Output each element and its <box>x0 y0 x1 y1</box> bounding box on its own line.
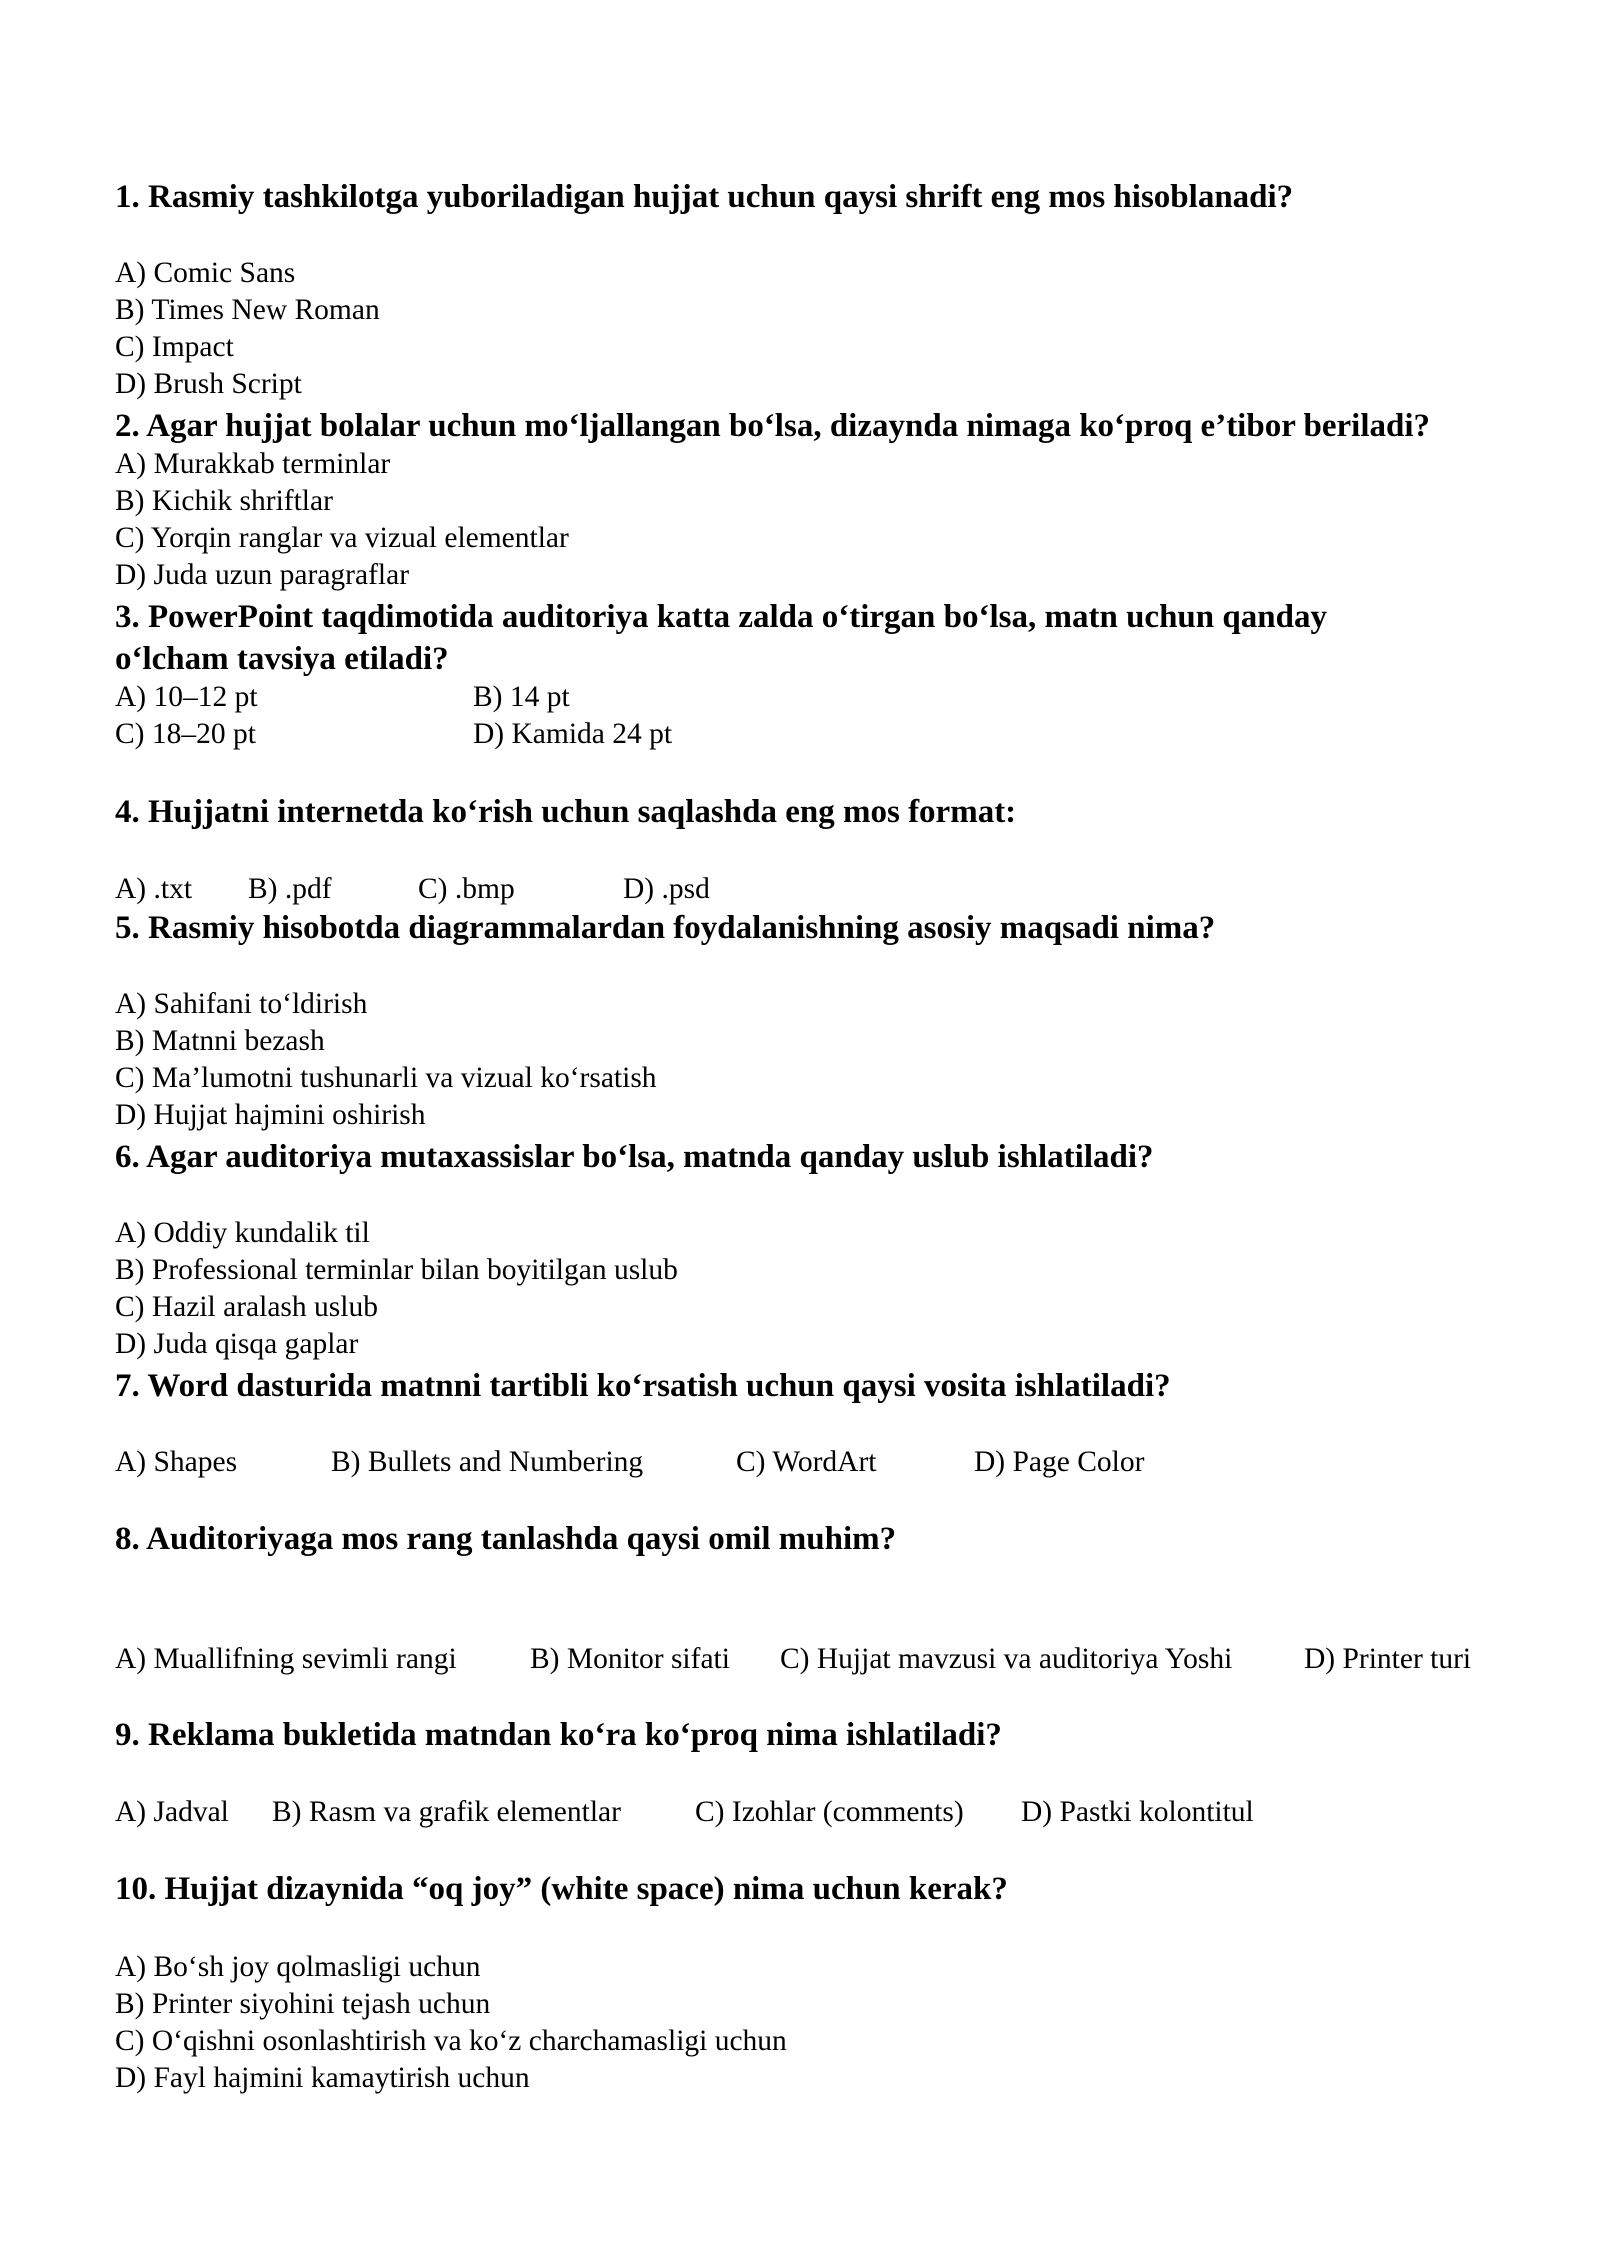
question-8-option-b: B) Monitor sifati <box>530 1643 730 1675</box>
question-3-option-b: B) 14 pt <box>473 681 570 713</box>
question-1-option-c: C) Impact <box>115 331 234 363</box>
question-2-option-b: B) Kichik shriftlar <box>115 485 333 517</box>
question-1-option-a: A) Comic Sans <box>115 257 296 289</box>
question-10-option-c: C) O‘qishni osonlashtirish va ko‘z charchamasligi uchun <box>115 2025 787 2057</box>
question-6-option-d: D) Juda qisqa gaplar <box>115 1328 359 1360</box>
question-9-option-d: D) Pastki kolontitul <box>1021 1796 1254 1828</box>
question-10-option-a: A) Bo‘sh joy qolmasligi uchun <box>115 1951 481 1983</box>
question-2-option-c: C) Yorqin ranglar va vizual elementlar <box>115 522 569 554</box>
question-5-option-c: C) Ma’lumotni tushunarli va vizual ko‘rsatish <box>115 1062 657 1094</box>
question-3-option-d: D) Kamida 24 pt <box>473 718 673 750</box>
question-7-option-d: D) Page Color <box>974 1446 1145 1478</box>
question-8-option-c: C) Hujjat mavzusi va auditoriya Yoshi <box>780 1643 1233 1675</box>
question-5-option-d: D) Hujjat hajmini oshirish <box>115 1099 426 1131</box>
question-10-option-b: B) Printer siyohini tejash uchun <box>115 1988 491 2020</box>
question-7-option-a: A) Shapes <box>115 1446 238 1478</box>
question-4-option-a: A) .txt <box>115 873 193 905</box>
question-10-title: 10. Hujjat dizaynida “oq joy” (white space) nima uchun kerak? <box>115 1871 1008 1907</box>
question-9-title: 9. Reklama bukletida matndan ko‘ra ko‘proq nima ishlatiladi? <box>115 1717 1002 1753</box>
question-8-title: 8. Auditoriyaga mos rang tanlashda qaysi omil muhim? <box>115 1521 897 1557</box>
question-4-option-b: B) .pdf <box>248 873 332 905</box>
question-3-title-line-1: 3. PowerPoint taqdimotida auditoriya katta zalda o‘tirgan bo‘lsa, matn uchun qanday <box>115 599 1327 635</box>
question-7-option-c: C) WordArt <box>736 1446 877 1478</box>
question-6-option-b: B) Professional terminlar bilan boyitilgan uslub <box>115 1254 678 1286</box>
question-9-option-b: B) Rasm va grafik elementlar <box>272 1796 621 1828</box>
question-4-option-d: D) .psd <box>623 873 710 905</box>
question-7-option-b: B) Bullets and Numbering <box>331 1446 644 1478</box>
question-7-title: 7. Word dasturida matnni tartibli ko‘rsatish uchun qaysi vosita ishlatiladi? <box>115 1368 1171 1404</box>
question-1-option-d: D) Brush Script <box>115 368 302 400</box>
question-4-title: 4. Hujjatni internetda ko‘rish uchun saqlashda eng mos format: <box>115 794 1017 830</box>
question-9-option-c: C) Izohlar (comments) <box>695 1796 964 1828</box>
question-4-option-c: C) .bmp <box>418 873 515 905</box>
question-1-title: 1. Rasmiy tashkilotga yuboriladigan hujjat uchun qaysi shrift eng mos hisoblanadi? <box>115 179 1294 215</box>
question-1-option-b: B) Times New Roman <box>115 294 380 326</box>
question-9-option-a: A) Jadval <box>115 1796 229 1828</box>
question-3-option-a: A) 10–12 pt <box>115 681 258 713</box>
question-5-option-b: B) Matnni bezash <box>115 1025 325 1057</box>
question-6-option-a: A) Oddiy kundalik til <box>115 1217 370 1249</box>
question-10-option-d: D) Fayl hajmini kamaytirish uchun <box>115 2062 530 2094</box>
question-3-title-line-2: o‘lcham tavsiya etiladi? <box>115 641 449 677</box>
question-5-option-a: A) Sahifani to‘ldirish <box>115 988 368 1020</box>
question-8-option-d: D) Printer turi <box>1304 1643 1472 1675</box>
question-6-option-c: C) Hazil aralash uslub <box>115 1291 378 1323</box>
question-2-option-d: D) Juda uzun paragraflar <box>115 559 410 591</box>
question-8-option-a: A) Muallifning sevimli rangi <box>115 1643 457 1675</box>
question-5-title: 5. Rasmiy hisobotda diagrammalardan foydalanishning asosiy maqsadi nima? <box>115 910 1216 946</box>
question-3-option-c: C) 18–20 pt <box>115 718 256 750</box>
question-2-title: 2. Agar hujjat bolalar uchun mo‘ljallangan bo‘lsa, dizaynda nimaga ko‘proq e’tibor beriladi? <box>115 408 1431 444</box>
question-2-option-a: A) Murakkab terminlar <box>115 448 391 480</box>
question-6-title: 6. Agar auditoriya mutaxassislar bo‘lsa, matnda qanday uslub ishlatiladi? <box>115 1139 1154 1175</box>
